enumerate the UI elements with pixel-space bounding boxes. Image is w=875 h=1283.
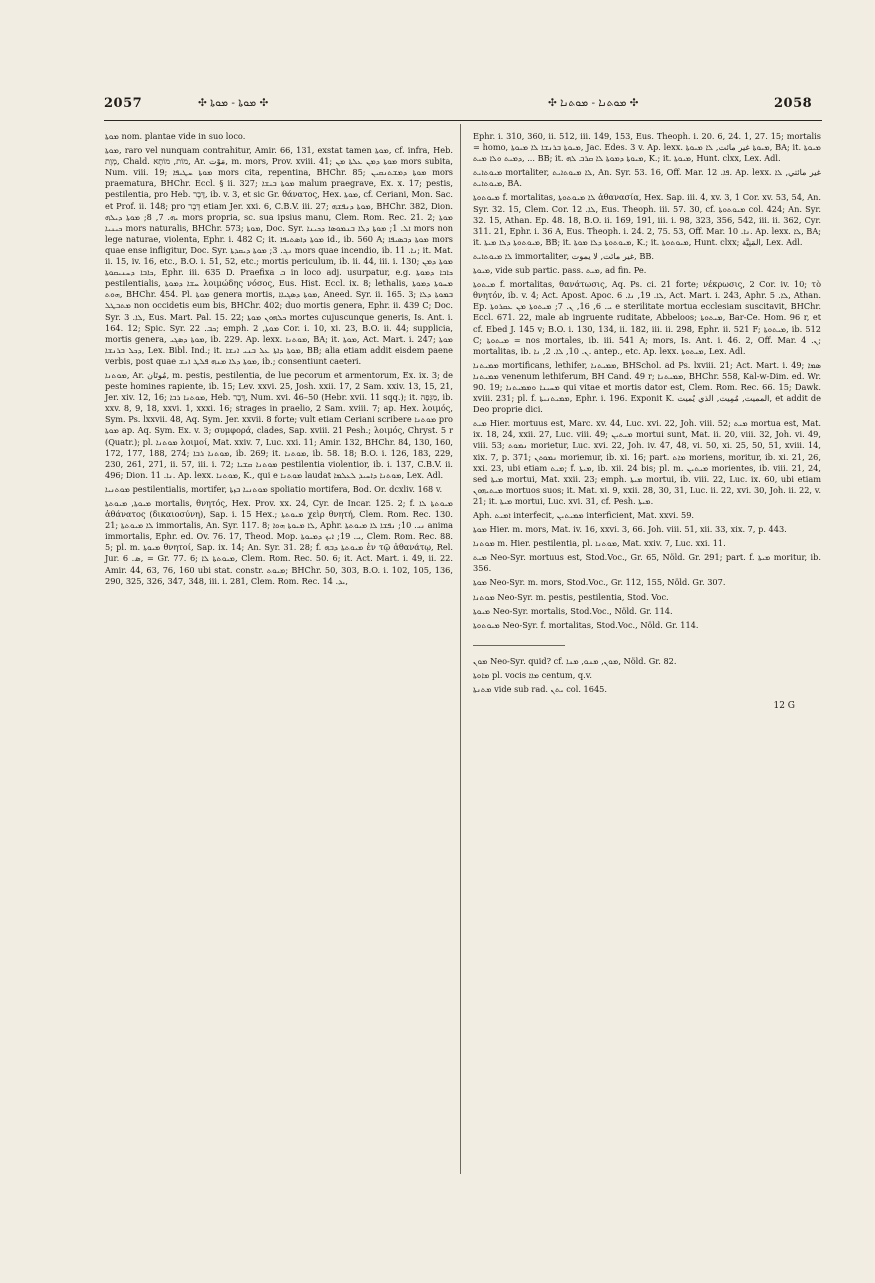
- page-number-right: 2058: [774, 96, 813, 111]
- entry: ܡܝܬܘܬܐ f. mortalitas, θανάτωσις, Aq. Ps. ci. 21 forte; νέκρωσις, 2 Cor. iv. 10; τὸ θνητόν, ib. v. 4; Act. Apost. Apoc. ܠܐ. 19, ܢܐ. 6, Act. Mart. i. 243, Aphr. ܠܐ. 5, Athan. Ep. ܝ. 6, 16, ܢ. 7; ܡܝܬܘܬܐ ܡܢ ܥܩܪܘܬܐ e sterilitate mortua ecclesiam suscitavit, BHChr. Eccl. 671. 22, male ab ingruente ruditate, Abbeloos; ܡܝܬܘܬܐ, Bar-Ce. Hom. 96 r, et cf. Ebed J. 145 v; B.O. i. 130, 134, ii. 182, iii. ii. 298, Ephr. ii. 521 F; ܡܝܬܘܬܐ, ib. 512 C; ܡܝܬܘܬܐ = nos mortales, ib. iii. 541 A; mors, Is. Ant. i. 46. 2, Off. Mar. ܢ. 4; mortalitas, ib. ܢ. 10, ܠܐ. 2, ܢܐ. antep., etc. Ap. lexx. ܡܝܬܘܬܐ, Lex. Adl.: [473, 279, 821, 356]
- entry: ܡܝܘܬܘܬܐ Neo-Syr. f. mortalitas, Stod.Voc., Nöld. Gr. 114.: [473, 619, 699, 630]
- entry: ܡܝܬ Hier. mortuus est, Marc. xv. 44, Luc. xvi. 22, Joh. viii. 52; ܡܝܬ mortua est, Mat. ix. 18, 24, xxii. 27, Luc. viii. 49; ܡܝܬܝܢ mortui sunt, Mat. ii. 20, viii. 32, Joh. vi. 49, viii. 53; ܢܡܘܬ morietur, Luc. xvi. 22, Joh. iv. 47, 48, vi. 50, xi. 25, 50, 51, xviii. 14, xix. 7, p. 371; ܢܡܘܬܢ moriemur, ib. xi. 16; part. ܡܐܬ moriens, moritur, ib. xi. 21, 26, xxi. 23, ubi etiam ܡܝܬ; f. ܡܝܬܐ, ib. xii. 24 bis; pl. m. ܡܝܬܝܢ morientes, ib. viii. 21, 24, sed ܡܝܬܐ mortui, Mat. xxii. 23; emph. ܡܝܬܐ mortui, ib. viii. 22, Luc. ix. 60, ubi etiam ܡܝܬܝܗܘܢ mortuos suos; it. Mat. xi. 9, xxii. 28, 30, 31, Luc. ii. 22, xvi. 30, Joh. ii. 22, v. 21; it. ܡܝܬܐ mortui, Luc. xvi. 31, cf. Pesh. ܡܝܬܐ.: [473, 418, 822, 506]
- entry: ܡܘܬܐ nom. plantae vide in suo loco.: [105, 131, 246, 141]
- running-head-left: ✣ ܡܘܬܐ - ܡܘܬܐ ✣: [198, 97, 269, 109]
- entry: ܡܘܬܢܐ, Ar. مُوتَان, m. pestis, pestilentia, de lue pecorum et armentorum, Ex. ix. 3; de peste homines rapiente, ib. 15; Lev. xxvi. 25, Josh. xxii. 17, 2 Sam. xxiv. 13, 15, 21, Jer. xiv. 12, 16; ܡܘܬܢܐ ܪܒܐ, Heb. דֶּבֶר, Num. xvi. 46–50 (Hebr. xvii. 11 sqq.); it. מַגֵּפָה, ib. xxv. 8, 9, 18, xxvi. 1, xxxi. 16; strages in praelio, 2 Sam. xviii. 7; ap. Hex. λοιμός, Sym. Ps. lxxvii. 48, Aq. Sym. Jer. xxvii. 8 forte; vult etiam Ceriani scribere ܡܘܬܢܐ pro ܡܘܬܐ ap. Aq. Sym. Ex. v. 3; συμφορά, clades, Sap. xviii. 21 Pesh.; λοιμός, Chryst. 5 r (Quatr.); pl. ܡܘܬܢܐ λοιμοί, Mat. xxiv. 7, Luc. xxi. 11; Amir. 132, BHChr. 84, 130, 160, 172, 177, 188, 274; ܡܘܬܢܐ ܪܒܐ, ib. 269; it. ܡܘܬܢܐ, ib. 58. 18; B.O. i. 126, 183, 229, 230, 261, 271, ii. 57, iii. i. 72; ܡܘܬܢܐ ܩܫܝܐ pestilentia violentior, ib. i. 137, C.B.V. ii. 496; Dion. ܢܐ. 11. Ap. lexx. ܡܘܬܢܐ, K., qui e ܡܘܬܢܐ laudat ܡܘܬܢܐ ܕܐܚܝܕ ܠܥܠܡܐ, Lex. Adl.: [105, 369, 454, 480]
- running-head-right: ✣ ܡܘܬܢܐ - ܡܘܬܢܐ ✣: [548, 97, 639, 109]
- page-number-left: 2057: [104, 96, 143, 111]
- entry: ܡܘܢ Neo-Syr. quid? cf. ܡܘܢ, ܡܢܘ, ܡܢܐ, Nöld. Gr. 82.: [473, 655, 677, 666]
- entry: ܠܐ ܡܝܘܬܐܝܬ immortaliter, غير مائت, لا يموت, BB.: [473, 250, 654, 261]
- entry: ܡܐܘܬܐ pl. vocis ܡܐܐ centum, q.v.: [473, 669, 592, 680]
- entry: ܡܘܬܢܐ Neo-Syr. m. pestis, pestilentia, Stod. Voc.: [473, 591, 669, 602]
- left-column: [105, 131, 453, 590]
- entry: ܡܡܝܬܢܐ mortificans, lethifer, ܡܡܝܬܢܐ, BHSchol. ad Ps. lxviii. 21; Act. Mart. i. 49; ܣܡܐ ܡܡܝܬܢܐ venenum lethiferum, BH Cand. 49 r; ܡܡܝܬܢܐ, BHChr. 558, Kal-w-Dim. ed. Wr. 90. 19; ܡܚܝܢܐ ܘܡܡܝܬܢܐ qui vitae et mortis dator est, Clem. Rom. Rec. 66. 15; Dawk. xviii. 231; pl. f. ܡܡܝܬܢܝܬܐ, Ephr. i. 196. Exponit K. المميت, مُمِيت, الذي يُميت, et addit de Deo proprie dici.: [473, 359, 822, 415]
- entry: Ephr. i. 310, 360, ii. 512, iii. 149, 153, Eus. Theoph. i. 20. 6, 24. 1, 27. 15; mortalis = homo, ܡܝܘܬܐ ܒܪܢܫܐ ܠܐ ܡܝܘܬܐ, Jac. Edes. 3 v. Ap. lexx. ܡܝܘܬܐ غير مائت, ܠܐ ܡܝܘܬܐ, BA; it. ܡܝܘܬܐ ܕܡܝܬ ܘܠܐ ܡܝܬ, ... BB; it. ܡܝܘܬܐ ܕܡܘܬܐ ܠܐ ܩܪܒ ܠܗ, K.; it. ܡܝܘܬܐ, Hunt. clxx, Lex. Adl.: [473, 131, 821, 164]
- header-rule: [104, 120, 822, 121]
- entry: ܡܝܘܬܐܝܬ mortaliter, ܠܐ ܡܝܘܬܐܝܬ, An. Syr. 53. 16, Off. Mar. ܦܐ. 12. Ap. lexx. غير مائتي, ܠܐ ܡܝܘܬܐܝܬ, BA.: [473, 167, 821, 189]
- entry: ܡܬܢܬܐ vide sub rad. ܝܬܢ col. 1645.: [473, 684, 607, 695]
- right-column: [473, 131, 821, 712]
- entry: ܡܘܬܢܝܐ pestilentialis, mortifer, ܡܘܬܢܝܐ ܒܙܬܐ spoliatio mortifera, Bod. Or. dcxliv. 168 v.: [105, 483, 443, 494]
- signature-mark: 12 G: [773, 701, 795, 712]
- entry: ܡܝܬ Neo-Syr. mortuus est, Stod.Voc., Gr. 65, Nöld. Gr. 291; part. f. ܡܝܬܐ moritur, ib. 356.: [473, 552, 822, 574]
- entry: ܡܝܘܬܘܬܐ f. mortalitas, ܠܐ ܡܝܘܬܘܬܐ ἀθανασία, Hex. Sap. iii. 4, xv. 3, 1 Cor. xv. 53, 54, An. Syr. 32. 15, Clem. Cor. ܠܐ. 12, Eus. Theoph. iii. 57. 30, cf. ܡܝܘܬܘܬܐ col. 424; An. Syr. 32. 15, Athan. Ep. 48. 18, B.O. ii. 169, 191, iii. i. 98, 323, 356, 542, iii. ii. 362, Cyr. 311. 21, Ephr. i. 36 A, Eus. Theoph. i. 24. 2, 75. 53, Off. Mar. ܢܐ. 10. Ap. lexx. ܠܐ, BA; it. ܡܝܘܬܘܬܐ ܕܠܐ ܡܝܬܐ, BB; it. ܡܝܘܬܘܬܐ ܕܠܐ ܡܘܬܐ, K.; it. ܡܝܘܬܘܬܐ, Hunt. clxx; المَنِيَّة, Lex. Adl.: [473, 192, 822, 247]
- entry: ܡܘܬܐ, raro vel nunquam contrahitur, Amir. 66, 131, exstat tamen ܡܘܬܐ, cf. infra, Heb. מָוֶת, Chald. מוֹת, מוֹתָא, Ar. مَوْت, m. mors, Prov. xviii. 41; ܡܘܬܐ ܕܡܢ ܥܠܬܐ ܡܢ mors subita, Num. viii. 19; ܡܘܬܐ ܚܛܝܦܐ mors cita, repentina, BHChr. 85; ܡܘܬܐ ܕܡܫܬܢܩܝܢ mors praematura, BHChr. Eccl. § ii. 327; ܡܘܬܐ ܒܝܫܐ malum praegrave, Ex. x. 17; pestis, pestilentia, pro Heb. דֶּבֶר, ib. v. 3, et sic Gr. θάνατος, Hex. ܡܘܬܐ, cf. Ceriani, Mon. Sac. et Prof. ii. 148; pro דֶּבֶר etiam Jer. xxi. 6, C.B.V. iii. 27; ܡܘܬܐ ܕܢܦܫܗ, BHChr. 382, Dion. ܝܗ. 7, 8; ܡܘܬܐ ܕܝܠܗ mors propria, sc. sua ipsius manu, Clem. Rom. Rec. 21. 2; ܡܘܬܐ ܟܝܢܝܐ mors naturalis, BHChr. 573; ܡܘܬܐ, Doc. Syr. ܐܠ. 1; ܡܘܬܐ ܕܠܐ ܒܢܡܘܣܐ ܕܟܝܢܐ mors non lege naturae, violenta, Ephr. i. 482 C; it. ܡܘܬܐ ܕܐܣܬܝܦܐ id., ib. 560 A; ܡܘܬܐ ܕܒܣܝܦܐ mors quae ense infligitur, Doc. Syr. ܢܓ. 3; ܡܘܬܐ ܕܝܩܕܬܐ mors quae incendio, ib. ܢܐ. 11; it. Mat. ii. 15, iv. 16, etc., B.O. i. 51, 52, etc.; mortis periculum, ib. ii. 44, iii. i. 130; ܡܘܬܐ ܕܡܢ ܟܐܒܐ ܕܚܢܝܩܘܬܐ, Ephr. iii. 635 D. Praefixa ܒ in loco adj. usurpatur, e.g. ܟܐܒܐ ܕܡܘܬܐ pestilentialis, ܚܫܐ ܕܡܘܬܐ λοιμώδης νόσος, Eus. Hist. Eccl. ix. 8; lethalis, ܡܚܘܬܐ ܕܡܘܬܐ ܗܘܬ, BHChr. 454. Pl. ܡܘܬܐ genera mortis, ܡܘܬܐ ܕܣܓܝܐܐ, Aneed. Syr. ii. 165. 3; ܒܡܘܬܐ ܕܠܐ ܡܬܒܛܠ non occidetis eum bis, BHChr. 402; duo mortis genera, Ephr. ii. 439 C; Doc. Syr. ܠܐ. 3, Eus. Mart. Pal. 15. 22; ܟܠܗܘܢ ܡܘܬܐ mortes cujuscunque generis, Is. Ant. i. 164. 12; Spic. Syr. ܟܒ. 22; emph. ܡܘܬܐ, 2 Cor. i. 10, xi. 23, B.O. ii. 44; supplicia, mortis genera, ܡܘܬܐ ܕܣܓܝ, ib. 229. Ap. lexx. ܡܘܬܢܐ, BA; it. ܡܘܬܐ, Act. Mart. i. 247; ܡܘܬܐ ܕܟܠ ܒܪܢܫܐ, Lex. Bibl. Ind.; it. ܡܘܬܐ ܕܐܬܐ ܥܠ ܒܢܝ ܐܢܫܐ, BB; alia etiam addit eisdem paene verbis, post quae ܡܘܬܐ ܕܠܐ ܡܢܗ ܦܠܛ ܐܢܫ, ib.; consentiunt caeteri.: [105, 145, 454, 366]
- entry: ܡܝܘܬܐ, vide sub partic. pass. ܡܝܬ, ad fin. Pe.: [473, 265, 647, 276]
- entry: ܡܝܘܬܐ Neo-Syr. mortalis, Stod.Voc., Nöld. Gr. 114.: [473, 605, 673, 616]
- entry: ܡܝܘܬܐ, ܡܝܘܬܬܐ mortalis, θνητός, Hex. Prov. xx. 24, Cyr. de Incar. 125. 2; f. ܡܝܘܬܬܐ ܠܐ ἀθάνατος (δικαιοσύνη), Sap. i. 15 Hex.; ܡܝܘܬܬܐ χεὶρ θνητή, Clem. Rom. Rec. 130. 21; ܠܐ ܡܝܘܬܬܐ immortalis, An. Syr. 117. 8; ܠܐ ܡܝܘܬܐ ܗܘܐ, Aphr. ܢܝ. 10; ܢܦܫܐ ܠܐ ܡܝܘܬܬܐ anima immortalis, Ephr. ed. Ov. 76. 17, Theod. Mop. ܝ. 19; ܐܝܟ ܕܡܝܘܬܐ, Clem. Rom. Rec. 88. 5; pl. m. ܡܝܘܬܐ θνητοί, Sap. ix. 14; An. Syr. 31. 28; f. ܡܝܘܬܬܐ ܕܒܗ ἐν τῷ ἀθανάτῳ, Rel. Jur. ܣ. 6, = Gr. 77. 6; ܡܝܘܬܬܐ ܠܐ, Clem. Rom. Rec. 50. 6; it. Act. Mart. i. 49, ii. 22. Amir. 44, 63, 76, 160 ubi stat. constr. ܡܝܘܬ; BHChr. 50, 303, B.O. i. 102, 105, 136, 290, 325, 326, 347, 348, iii. i. 281, Clem. Rom. Rec. ܝܕ. 14,: [105, 498, 454, 586]
- entry: ܡܘܬܢܐ m. Hier. pestilentia, pl. ܡܘܬܢܐ, Mat. xxiv. 7, Luc. xxi. 11.: [473, 538, 726, 549]
- entry: ܡܘܬܐ Hier. m. mors, Mat. iv. 16, xxvi. 3, 66. Joh. viii. 51, xii. 33, xix. 7, p. 443.: [473, 524, 787, 535]
- entry: ܡܘܬܐ Neo-Syr. m. mors, Stod.Voc., Gr. 112, 155, Nöld. Gr. 307.: [473, 577, 726, 588]
- section-rule: [473, 645, 565, 646]
- column-divider: [460, 124, 461, 1174]
- entry: Aph. ܐܡܝܬ interfecit, ܡܡܝܬܝܢ interficient, Mat. xxvi. 59.: [473, 510, 695, 520]
